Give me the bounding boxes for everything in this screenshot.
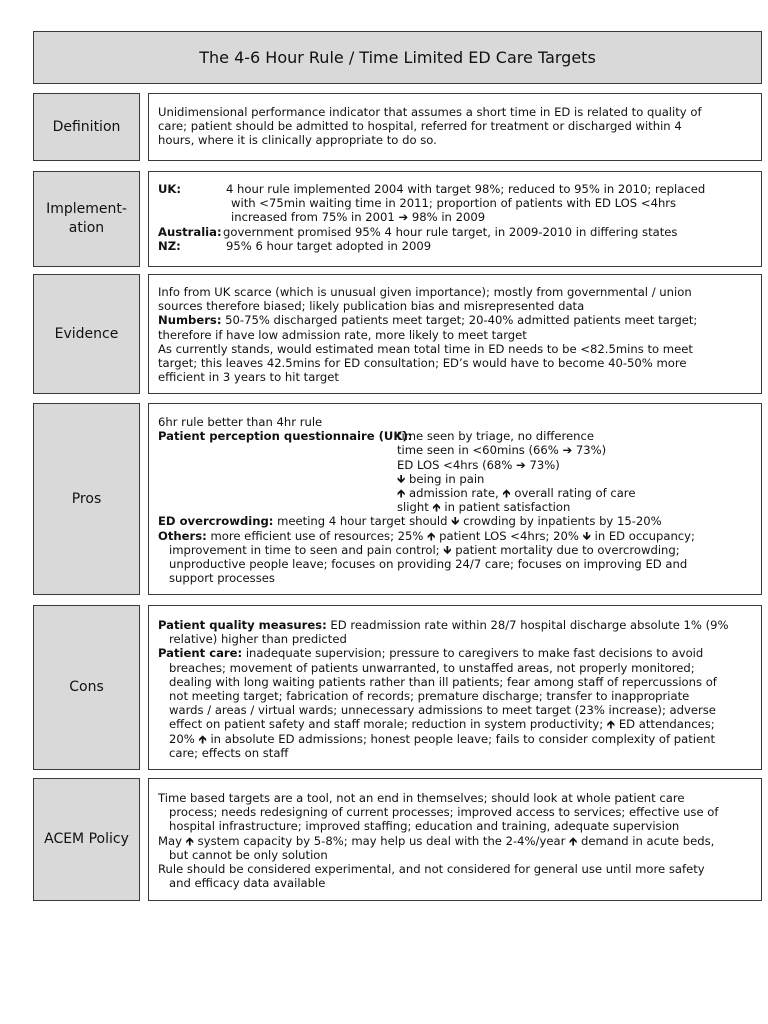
implementation-label-line: ation (68, 220, 105, 236)
pros-content (148, 403, 762, 595)
policy-line: but cannot be only solution (169, 847, 328, 862)
evidence-line: Info from UK scarce (which is unusual given importance); mostly from governmental / union (158, 285, 692, 299)
policy-line: Rule should be considered experimental, and not considered for general use until more safety (158, 862, 705, 877)
cons-line: not meeting target; fabrication of records; premature discharge; transfer to inappropriate (169, 689, 690, 704)
pros-line: support processes (169, 571, 275, 586)
evidence-label-text: Evidence (54, 325, 119, 342)
cons-line: inadequate supervision; pressure to caregivers to make fast decisions to avoid (245, 646, 704, 661)
pros-line: 🡹 admission rate, (397, 486, 499, 501)
evidence-line: As currently stands, would estimated mean total time in ED needs to be <82.5mins to meet (158, 341, 693, 356)
implementation-label (33, 171, 140, 267)
evidence-line: target; this leaves 42.5mins for ED consultation; ED’s would have to become 40-50% more (158, 356, 687, 371)
policy-line: Time based targets are a tool, not an end in themselves; should look at whole patient care (158, 791, 685, 805)
evidence-line: efficient in 3 years to hit target (158, 370, 339, 385)
uk-key: UK: (158, 182, 182, 196)
evidence-content (148, 274, 762, 394)
evidence-line: sources therefore biased; likely publication bias and misrepresented data (158, 299, 585, 314)
nz-key: NZ: (158, 238, 181, 253)
implementation-content (148, 171, 762, 267)
page-title-text: The 4-6 Hour Rule / Time Limited ED Care Targets (199, 48, 596, 67)
uk-text: increased from 75% in 2001 ➔ 98% in 2009 (231, 210, 486, 225)
patient-care-key: Patient care: (158, 646, 243, 661)
cons-label-text: Cons (69, 679, 104, 695)
policy-line: hospital infrastructure; improved staffing; education and training, adequate supervision (169, 819, 680, 834)
cons-content (148, 605, 762, 770)
pros-label-text: Pros (71, 490, 102, 507)
cons-line: ED readmission rate within 28/7 hospital discharge absolute 1% (9% (330, 618, 729, 632)
pros-label (33, 403, 140, 595)
acem-policy-label (33, 778, 140, 901)
australia-text: government promised 95% 4 hour rule target, in 2009-2010 in differing states (223, 224, 678, 239)
cons-label (33, 605, 140, 770)
evidence-line: 50-75% discharged patients meet target; 20-40% admitted patients meet target; (225, 313, 698, 328)
acem-policy-content (148, 778, 762, 901)
pros-line: improvement in time to seen and pain control; 🡻 patient mortality due to overcrowding; (169, 542, 680, 557)
pros-line: time seen by triage, no difference (397, 429, 594, 444)
pros-line: more efficient use of resources; 25% 🡹 patient LOS <4hrs; 20% 🡻 in ED occupancy; (210, 528, 695, 543)
policy-line: May 🡹 system capacity by 5-8%; may help us deal with the 2-4%/year 🡹 demand in acute beds, (158, 833, 715, 848)
cons-line: relative) higher than predicted (169, 632, 347, 647)
pros-line: ED LOS <4hrs (68% ➔ 73%) (397, 457, 560, 472)
definition-label (33, 93, 140, 161)
policy-line: and efficacy data available (169, 876, 326, 891)
pros-line: slight 🡹 in patient satisfaction (397, 500, 571, 515)
patient-quality-key: Patient quality measures: (158, 618, 327, 632)
others-key: Others: (158, 528, 207, 543)
cons-line: 20% 🡹 in absolute ED admissions; honest people leave; fails to consider complexity of patient (169, 731, 716, 746)
uk-text: 4 hour rule implemented 2004 with target 98%; reduced to 95% in 2010; replaced (226, 182, 706, 196)
ed-overcrowding-key: ED overcrowding: (158, 514, 274, 529)
pros-line: 6hr rule better than 4hr rule (158, 415, 323, 429)
pros-line: meeting 4 hour target should 🡻 crowding by inpatients by 15-20% (277, 514, 662, 529)
pros-line: 🡹 overall rating of care (502, 486, 636, 501)
pros-line: 🡻 being in pain (397, 471, 485, 486)
nz-text: 95% 6 hour target adopted in 2009 (226, 238, 432, 253)
cons-line: breaches; movement of patients unwarranted, to unstaffed areas, not properly monitored; (169, 660, 695, 675)
policy-line: process; needs redesigning of current processes; improved access to services; effective use of (169, 805, 719, 820)
definition-line: hours, where it is clinically appropriate to do so. (158, 133, 437, 148)
cons-line: dealing with long waiting patients rather than ill patients; fear among staff of repercussions of (169, 674, 717, 689)
pros-line: unproductive people leave; focuses on providing 24/7 care; focuses on improving ED and (169, 557, 688, 572)
pros-line: time seen in <60mins (66% ➔ 73%) (397, 443, 607, 458)
page-title (33, 31, 762, 84)
cons-line: care; effects on staff (169, 745, 289, 760)
australia-key: Australia: (158, 224, 222, 239)
cons-line: wards / areas / virtual wards; unnecessary admissions to meet target (23% increase); adverse (169, 703, 716, 718)
definition-content (148, 93, 762, 161)
uk-text: with <75min waiting time in 2011; proportion of patients with ED LOS <4hrs (231, 196, 677, 211)
definition-label-text: Definition (52, 118, 121, 135)
definition-line: care; patient should be admitted to hospital, referred for treatment or discharged within 4 (158, 119, 682, 134)
definition-line: Unidimensional performance indicator that assumes a short time in ED is related to quality of (158, 105, 702, 119)
acem-policy-label-text: ACEM Policy (44, 831, 129, 847)
cons-line: effect on patient safety and staff morale; reduction in system productivity; 🡹 ED attendances; (169, 717, 715, 732)
evidence-label (33, 274, 140, 394)
evidence-line: therefore if have low admission rate, more likely to meet target (158, 327, 527, 342)
numbers-key: Numbers: (158, 313, 222, 328)
implementation-label-line: Implement- (46, 201, 127, 217)
ppq-key: Patient perception questionnaire (UK): (158, 429, 413, 444)
